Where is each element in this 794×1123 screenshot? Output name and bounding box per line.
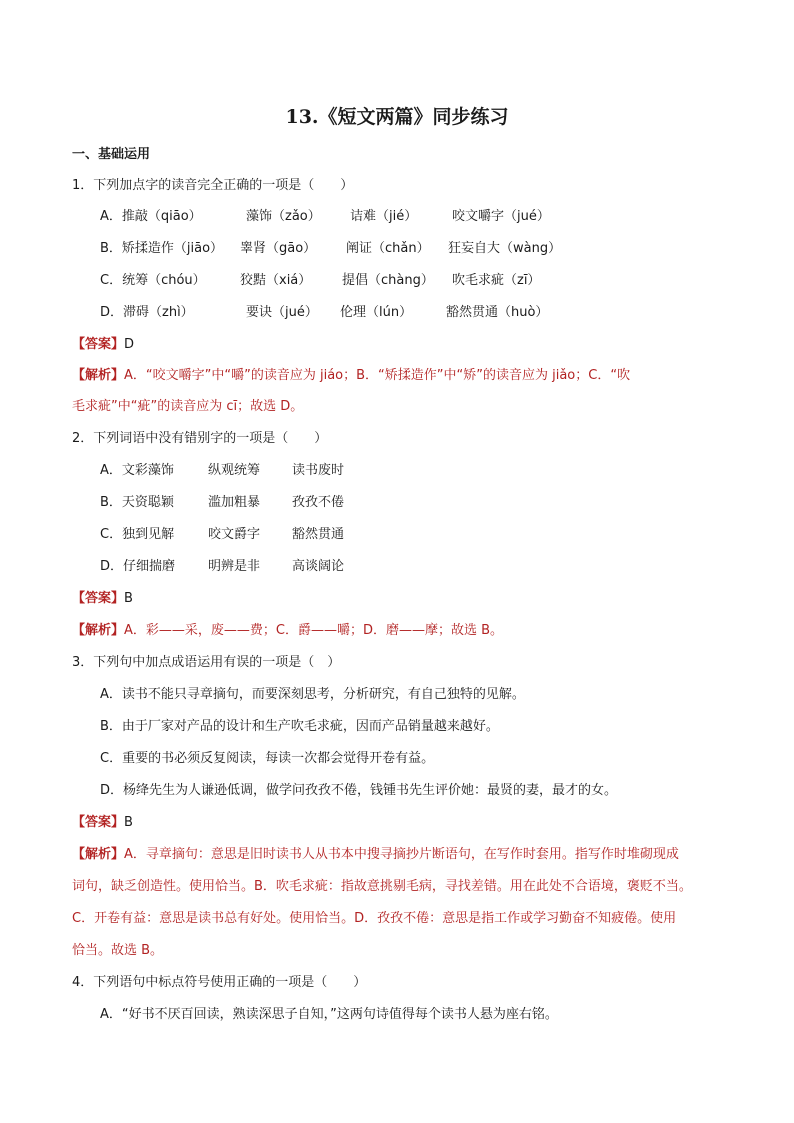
q2-option-a-3: 读书废时 xyxy=(292,463,345,478)
answer-tag: 【答案】 xyxy=(72,815,125,830)
q1-option-b-1: B．矫揉造作（jiāo） xyxy=(100,241,224,256)
q3-analysis-line-4: 恰当。故选 B。 xyxy=(72,943,164,958)
q1-analysis-line-1 xyxy=(72,367,630,385)
q2-option-d-3: 高谈阔论 xyxy=(292,559,345,574)
q1-option-b-2: 睾肾（gāo） xyxy=(240,241,317,256)
section-heading: 一、基础运用 xyxy=(72,147,151,162)
q3-analysis-line-1 xyxy=(72,846,679,864)
q3-option-b: B．由于厂家对产品的设计和生产吹毛求疵，因而产品销量越来越好。 xyxy=(100,719,499,734)
q2-option-c-1: C．独到见解 xyxy=(100,527,175,542)
analysis-text: A．彩——采，废——费；C．爵——嚼；D．磨——摩；故选 B。 xyxy=(124,623,504,638)
q1-option-d-4: 豁然贯通（huò） xyxy=(446,305,549,320)
q3-option-d: D．杨绛先生为人谦逊低调，做学问孜孜不倦，钱锺书先生评价她：最贤的妻，最才的女。 xyxy=(100,783,618,798)
q1-option-a-3: 诘难（jié） xyxy=(350,209,418,224)
q2-option-b-3: 孜孜不倦 xyxy=(292,495,345,510)
q3-analysis-line-2: 词句，缺乏创造性。使用恰当。B．吹毛求疵：指故意挑剔毛病，寻找差错。用在此处不合语境，褒贬不当。 xyxy=(72,879,692,894)
answer-value: B xyxy=(124,815,133,830)
q3-stem: 3．下列句中加点成语运用有误的一项是（ ） xyxy=(72,655,341,670)
q1-option-d-2: 要诀（jué） xyxy=(246,305,318,320)
q3-option-a: A．读书不能只寻章摘句，而要深刻思考，分析研究，有自己独特的见解。 xyxy=(100,687,525,702)
q1-option-c-3: 提倡（chàng） xyxy=(342,273,434,288)
q1-option-d-3: 伦理（lún） xyxy=(340,305,413,320)
answer-tag: 【答案】 xyxy=(72,337,125,352)
q2-option-d-2: 明辨是非 xyxy=(208,559,261,574)
q2-option-c-2: 咬文爵字 xyxy=(208,527,261,542)
q1-option-a-2: 藻饰（zǎo） xyxy=(246,209,321,224)
q2-answer xyxy=(72,590,133,608)
q3-analysis-line-3: C．开卷有益：意思是读书总有好处。使用恰当。D．孜孜不倦：意思是指工作或学习勤奋不知疲倦。使用 xyxy=(72,911,677,926)
q3-option-c: C．重要的书必须反复阅读，每读一次都会觉得开卷有益。 xyxy=(100,751,435,766)
q1-stem: 1．下列加点字的读音完全正确的一项是（ ） xyxy=(72,178,354,193)
q1-option-b-4: 狂妄自大（wàng） xyxy=(448,241,562,256)
q1-option-d-1: D．滞碍（zhì） xyxy=(100,305,194,320)
q2-option-d-1: D．仔细揣磨 xyxy=(100,559,176,574)
q1-option-a-1: A．推敲（qiāo） xyxy=(100,209,202,224)
q1-option-a-4: 咬文嚼字（jué） xyxy=(452,209,550,224)
answer-tag: 【答案】 xyxy=(72,591,125,606)
q2-option-a-1: A．文彩藻饰 xyxy=(100,463,174,478)
q1-answer xyxy=(72,336,134,354)
q2-option-b-1: B．天资聪颖 xyxy=(100,495,174,510)
analysis-tag: 【解析】 xyxy=(72,368,125,383)
q1-option-c-1: C．统筹（chóu） xyxy=(100,273,206,288)
analysis-tag: 【解析】 xyxy=(72,847,125,862)
q4-option-a: A．“好书不厌百回读，熟读深思子自知，”这两句诗值得每个读书人悬为座右铭。 xyxy=(100,1007,558,1022)
q3-answer xyxy=(72,814,133,832)
analysis-tag: 【解析】 xyxy=(72,623,125,638)
q1-analysis-line-2: 毛求疵”中“疵”的读音应为 cī；故选 D。 xyxy=(72,399,304,414)
analysis-text: A．寻章摘句：意思是旧时读书人从书本中搜寻摘抄片断语句，在写作时套用。指写作时堆砌现成 xyxy=(124,847,679,862)
analysis-text: A．“咬文嚼字”中“嚼”的读音应为 jiáo；B．“矫揉造作”中“矫”的读音应为 jiǎo；C．“吹 xyxy=(124,368,631,383)
q4-stem: 4．下列语句中标点符号使用正确的一项是（ ） xyxy=(72,975,367,990)
page-title: 13.《短文两篇》同步练习 xyxy=(285,106,509,128)
q1-option-c-4: 吹毛求疵（zī） xyxy=(452,273,541,288)
q2-analysis-line-1 xyxy=(72,622,503,640)
answer-value: B xyxy=(124,591,133,606)
q2-stem: 2．下列词语中没有错别字的一项是（ ） xyxy=(72,431,328,446)
q2-option-b-2: 滥加粗暴 xyxy=(208,495,261,510)
answer-value: D xyxy=(124,337,135,352)
q2-option-a-2: 纵观统筹 xyxy=(208,463,261,478)
q1-option-b-3: 阐证（chǎn） xyxy=(346,241,430,256)
q1-option-c-2: 狡黠（xiá） xyxy=(240,273,312,288)
q2-option-c-3: 豁然贯通 xyxy=(292,527,345,542)
